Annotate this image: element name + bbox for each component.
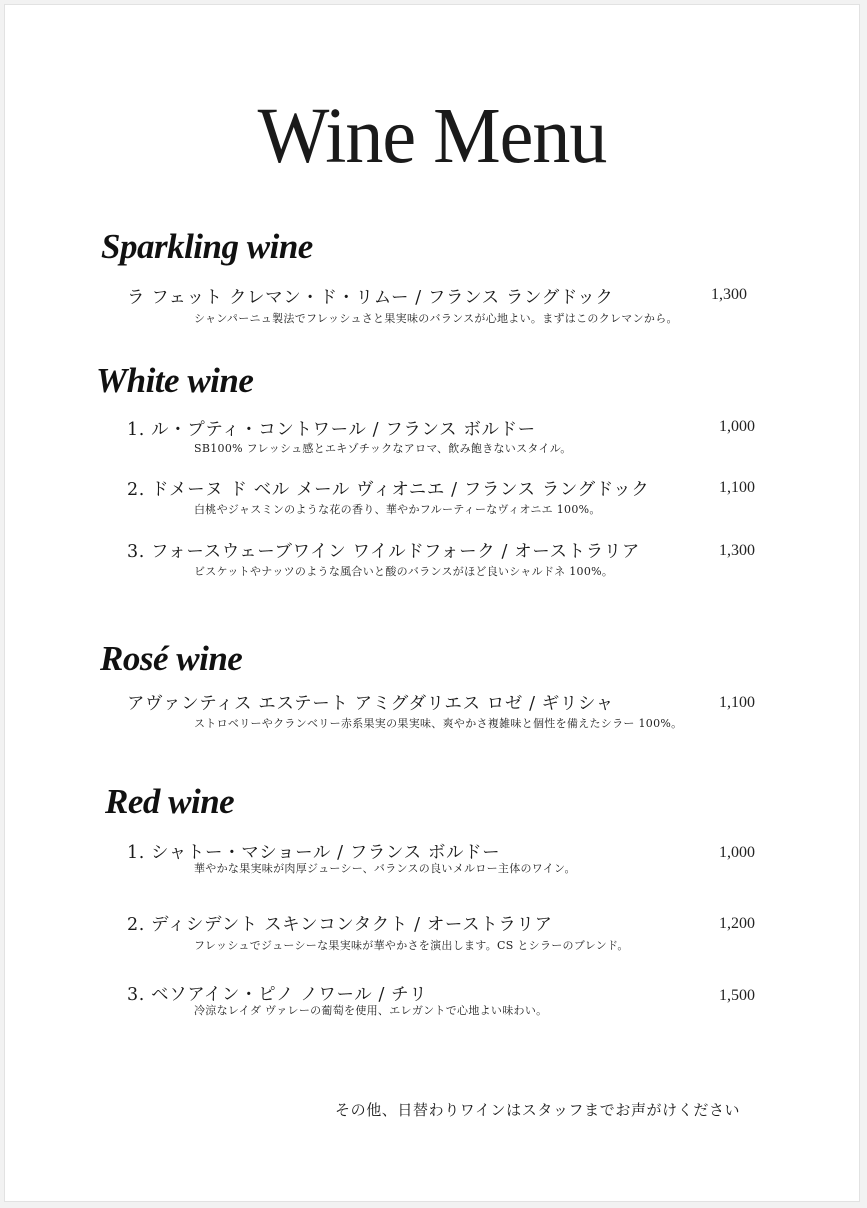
wine-description: フレッシュでジューシーな果実味が華やかさを演出します。CS とシラーのブレンド。 bbox=[194, 939, 629, 952]
wine-name: 3. ベソアイン・ピノ ノワール / チリ bbox=[127, 985, 428, 1005]
wine-description: シャンパーニュ製法でフレッシュさと果実味のバランスが心地よい。まずはこのクレマンから。 bbox=[194, 312, 678, 325]
footer-note: その他、日替わりワインはスタッフまでお声がけください bbox=[335, 1101, 741, 1119]
wine-price: 1,100 bbox=[719, 479, 755, 496]
section-heading-sparkling: Sparkling wine bbox=[101, 227, 313, 266]
section-heading-white: White wine bbox=[96, 361, 254, 400]
wine-price: 1,000 bbox=[719, 844, 755, 861]
wine-description: ストロベリーやクランベリー赤系果実の果実味、爽やかさ複雑味と個性を備えたシラー 100%。 bbox=[194, 717, 683, 730]
wine-description: 華やかな果実味が肉厚ジューシー、バランスの良いメルロー主体のワイン。 bbox=[194, 862, 576, 875]
wine-price: 1,200 bbox=[719, 915, 755, 932]
wine-price: 1,300 bbox=[711, 286, 747, 303]
wine-price: 1,000 bbox=[719, 418, 755, 435]
wine-name: 3. フォースウェーブワイン ワイルドフォーク / オーストラリア bbox=[127, 542, 640, 562]
wine-description: 白桃やジャスミンのような花の香り、華やかフルーティーなヴィオニエ 100%。 bbox=[194, 503, 601, 516]
wine-description: 冷涼なレイダ ヴァレーの葡萄を使用、エレガントで心地よい味わい。 bbox=[194, 1004, 548, 1017]
section-heading-red: Red wine bbox=[105, 782, 235, 821]
wine-name: 1. シャトー・マショール / フランス ボルドー bbox=[127, 843, 501, 863]
wine-name: 2. ドメーヌ ド ベル メール ヴィオニエ / フランス ラングドック bbox=[127, 480, 650, 500]
wine-price: 1,500 bbox=[719, 987, 755, 1004]
wine-name: ラ フェット クレマン・ド・リムー / フランス ラングドック bbox=[127, 288, 614, 308]
wine-price: 1,100 bbox=[719, 694, 755, 711]
wine-name: 2. ディシデント スキンコンタクト / オーストラリア bbox=[127, 915, 553, 935]
menu-title: Wine Menu bbox=[257, 91, 607, 181]
section-heading-rose: Rosé wine bbox=[100, 639, 243, 678]
menu-page bbox=[4, 4, 860, 1202]
wine-name: アヴァンティス エステート アミグダリエス ロゼ / ギリシャ bbox=[127, 694, 614, 714]
wine-price: 1,300 bbox=[719, 542, 755, 559]
wine-description: SB100% フレッシュ感とエキゾチックなアロマ、飲み飽きないスタイル。 bbox=[194, 442, 572, 455]
wine-description: ビスケットやナッツのような風合いと酸のバランスがほど良いシャルドネ 100%。 bbox=[194, 565, 614, 578]
wine-name: 1. ル・プティ・コントワール / フランス ボルドー bbox=[127, 420, 536, 440]
